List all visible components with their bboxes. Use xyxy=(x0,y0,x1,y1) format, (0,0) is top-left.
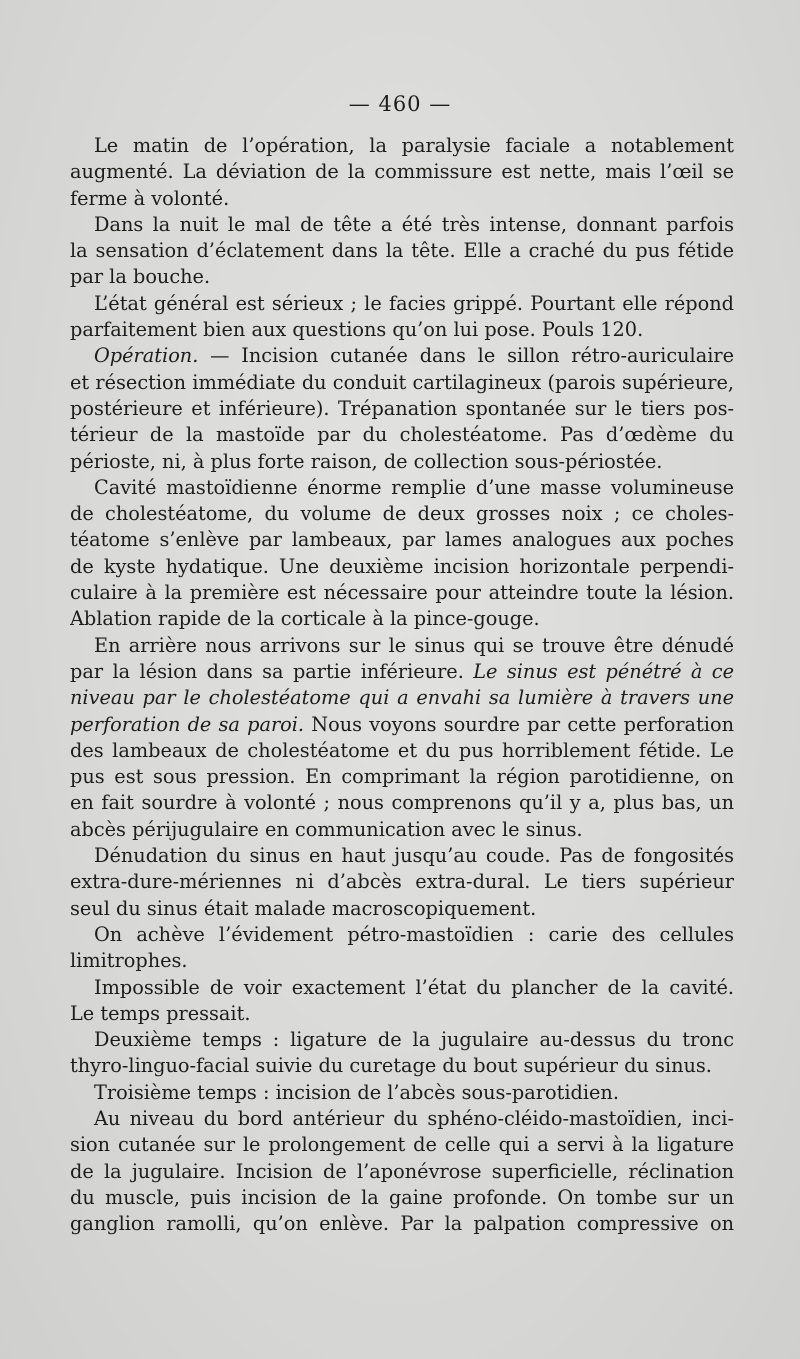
text-line: En arrière nous arrivons sur le sinus qui se trouve être dénudé xyxy=(94,633,734,657)
text-line: de la jugulaire. Incision de l’aponévrose superficielle, réclination xyxy=(70,1159,734,1183)
text-line: Cavité mastoïdienne énorme remplie d’une masse volumineuse xyxy=(94,475,734,499)
text-line: par la lésion dans sa partie inférieure. Le sinus est pénétré à ce xyxy=(70,659,734,683)
text-line: Le temps pressait. xyxy=(70,1001,251,1025)
text-line: extra-dure-mériennes ni d’abcès extra-dural. Le tiers supérieur xyxy=(70,870,734,894)
text-line: Impossible de voir exactement l’état du plancher de la cavité. xyxy=(94,975,734,999)
text-line: seul du sinus était malade macroscopiquement. xyxy=(70,896,537,920)
text-line: sion cutanée sur le prolongement de celle qui a servi à la ligature xyxy=(70,1133,734,1157)
text-line: perforation de sa paroi. Nous voyons sourdre par cette perforation xyxy=(70,712,734,736)
text-line: augmenté. La déviation de la commissure est nette, mais l’œil se xyxy=(70,160,734,184)
text-line: L’état général est sérieux ; le facies grippé. Pourtant elle répond xyxy=(94,291,734,315)
text-line: téatome s’enlève par lambeaux, par lames analogues aux poches xyxy=(70,528,734,552)
text-line: Au niveau du bord antérieur du sphéno-cléido-mastoïdien, inci- xyxy=(94,1106,734,1130)
text-line: On achève l’évidement pétro-mastoïdien : carie des cellules xyxy=(94,922,734,946)
text-line: abcès périjugulaire en communication avec le sinus. xyxy=(70,817,583,841)
text-line: par la bouche. xyxy=(70,265,211,289)
text-line: ferme à volonté. xyxy=(70,186,230,210)
text-line: parfaitement bien aux questions qu’on lui pose. Pouls 120. xyxy=(70,318,644,342)
text-line: thyro-linguo-facial suivie du curetage du bout supérieur du sinus. xyxy=(70,1054,712,1078)
text-line: Ablation rapide de la corticale à la pince-gouge. xyxy=(70,607,540,631)
text-line: Opération. — Incision cutanée dans le sillon rétro-auriculaire xyxy=(94,344,734,368)
text-line: Dénudation du sinus en haut jusqu’au coude. Pas de fongosités xyxy=(94,844,734,868)
text-line: ganglion ramolli, qu’on enlève. Par la palpation compressive on xyxy=(70,1212,734,1236)
text-line: postérieure et inférieure). Trépanation spontanée sur le tiers pos- xyxy=(70,396,734,420)
text-line: Dans la nuit le mal de tête a été très intense, donnant parfois xyxy=(94,212,734,236)
page-number: — 460 — xyxy=(348,92,452,116)
text-line: pus est sous pression. En comprimant la région parotidienne, on xyxy=(70,765,734,789)
body-text xyxy=(70,133,734,1237)
text-line: limitrophes. xyxy=(70,949,188,973)
text-line: Deuxième temps : ligature de la jugulaire au-dessus du tronc xyxy=(94,1028,734,1052)
text-line: niveau par le cholestéatome qui a envahi sa lumière à travers une xyxy=(70,686,734,710)
text-line: du muscle, puis incision de la gaine profonde. On tombe sur un xyxy=(70,1185,734,1209)
text-line: de cholestéatome, du volume de deux grosses noix ; ce choles- xyxy=(70,502,734,526)
text-line: térieur de la mastoïde par du cholestéatome. Pas d’œdème du xyxy=(70,423,734,447)
text-line: des lambeaux de cholestéatome et du pus horriblement fétide. Le xyxy=(70,738,734,762)
text-line: Le matin de l’opération, la paralysie faciale a notablement xyxy=(94,134,734,157)
text-line: de kyste hydatique. Une deuxième incision horizontale perpendi- xyxy=(70,554,734,578)
text-line: périoste, ni, à plus forte raison, de collection sous-périostée. xyxy=(70,449,663,473)
text-line: la sensation d’éclatement dans la tête. Elle a craché du pus fétide xyxy=(70,239,734,263)
text-line: en fait sourdre à volonté ; nous comprenons qu’il y a, plus bas, un xyxy=(70,791,734,815)
text-line: culaire à la première est nécessaire pour atteindre toute la lésion. xyxy=(70,581,734,605)
text-line: Troisième temps : incision de l’abcès sous-parotidien. xyxy=(94,1080,619,1104)
text-line: et résection immédiate du conduit cartilagineux (parois supérieure, xyxy=(70,370,734,394)
